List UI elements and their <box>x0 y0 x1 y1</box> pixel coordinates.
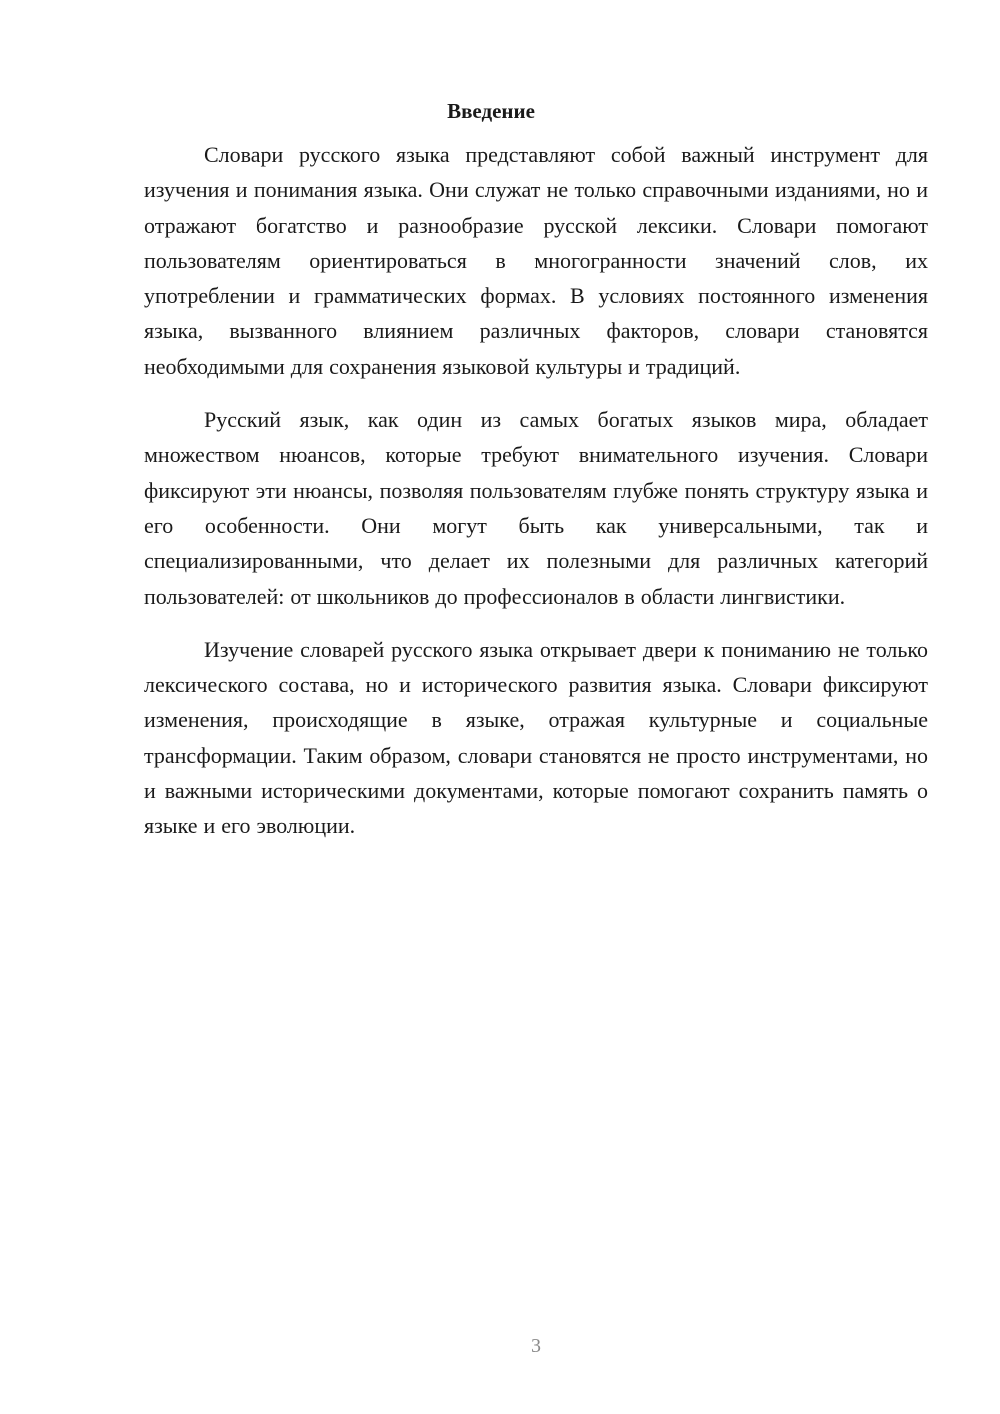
paragraph-2: Русский язык, как один из самых богатых языков мира, обладает множеством нюансов, которые требуют внимательного изучения. Словари фиксируют эти нюансы, позволяя пользователям глубже понять структуру языка и его особенности. Они могут быть как универсальными, так и специализированными, что делает их полезными для различных категорий пользователей: от школьников до профессионалов в области лингвистики. <box>144 407 928 609</box>
paragraph-3: Изучение словарей русского языка открывает двери к пониманию не только лексического состава, но и исторического развития языка. Словари фиксируют изменения, происходящие в языке, отражая культурные и социальные трансформации. Таким образом, словари становятся не просто инструментами, но и важными историческими документами, которые помогают сохранить память о языке и его эволюции. <box>144 636 928 839</box>
section-title: Введение <box>447 99 535 123</box>
paragraph-1: Словари русского языка представляют собой важный инструмент для изучения и понимания языка. Они служат не только справочными изданиями, но и отражают богатство и разнообразие русской лексики. Словари помогают пользователям ориентироваться в многогранности значений слов, их употреблении и грамматических формах. В условиях постоянного изменения языка, вызванного влиянием различных факторов, словари становятся необходимыми для сохранения языковой культуры и традиций. <box>144 142 928 379</box>
page-number: 3 <box>531 1335 541 1357</box>
page-content <box>144 95 928 862</box>
